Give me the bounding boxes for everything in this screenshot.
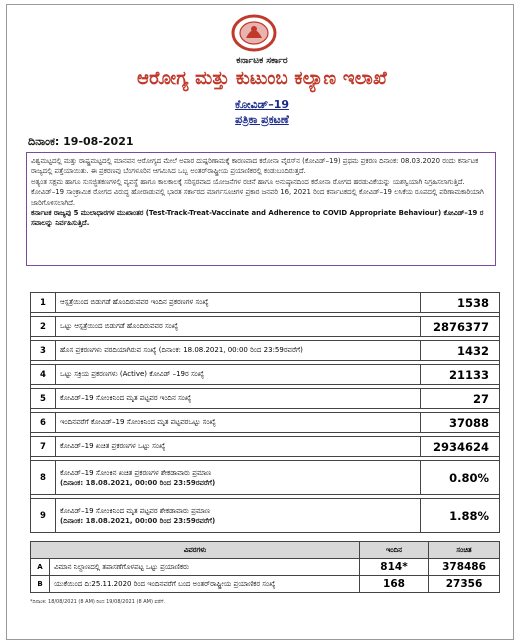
row-value: 0.80% (421, 461, 500, 495)
state-name: ಕರ್ನಾಟಕ ಸರ್ಕಾರ (236, 56, 288, 66)
row-date-range: (ದಿನಾಂಕ: 18.08.2021, 00:00 ರಿಂದ 23:59ರವರೆಗೆ) (60, 516, 216, 525)
table-header-row (31, 542, 500, 559)
table-row (31, 576, 500, 593)
row-number: 8 (31, 461, 56, 495)
row-total-value: 378486 (429, 559, 500, 576)
row-key: A (31, 559, 50, 576)
column-header-today: ಇಂದಿನ (360, 542, 429, 559)
notice-paragraph-strategy: ಕರ್ನಾಟಕ ರಾಜ್ಯವು 5 ಮುಲಾಧಾರಗಳ ಮುಖಾಂತರ (Test-Track-Treat-Vaccinate and Adherence to COVID Appropriate Behaviour) ಕೋವಿಡ್–19 ರ ಸವಾಲನ್ನು ನಿರ್ವಹಿಸುತ್ತಿದೆ. (31, 209, 484, 228)
table-row (31, 559, 500, 576)
row-number: 7 (31, 437, 56, 457)
row-value: 1538 (421, 293, 500, 313)
karnataka-emblem-icon (231, 14, 277, 52)
row-description (56, 499, 421, 533)
table-row (31, 499, 500, 533)
table-row (31, 437, 500, 457)
row-value: 1.88% (421, 499, 500, 533)
row-description: ವಿಮಾನ ನಿಲ್ದಾಣದಲ್ಲಿ ತಪಾಸಣೆಗೊಳಪಟ್ಟ ಒಟ್ಟು ಪ್ರಯಾಣಿಕರು (50, 559, 360, 576)
table-row (31, 413, 500, 433)
travel-stats-table (30, 541, 500, 593)
row-number: 5 (31, 389, 56, 409)
row-description: ಆಸ್ಪತ್ರೆಯಿಂದ ಬಿಡುಗಡೆ ಹೊಂದಿರುವವರ ಇಂದಿನ ಪ್ರಕರಣಗಳ ಸಂಖ್ಯೆ (56, 293, 421, 313)
row-value: 21133 (421, 365, 500, 385)
row-value: 2934624 (421, 437, 500, 457)
row-today-value: 814* (360, 559, 429, 576)
row-description: ಕೋವಿಡ್–19 ಖಚಿತ ಪ್ರಕರಣಗಳ ಒಟ್ಟು ಸಂಖ್ಯೆ (56, 437, 421, 457)
row-total-value: 27356 (429, 576, 500, 593)
notice-box (26, 152, 496, 266)
table-row (31, 293, 500, 313)
row-description: ಒಟ್ಟು ಸಕ್ರಿಯ ಪ್ರಕರಣಗಳು (Active) ಕೋವಿಡ್ –19ರ ಸಂಖ್ಯೆ (56, 365, 421, 385)
column-header-details: ವಿವರಗಳು (31, 542, 360, 559)
row-value: 1432 (421, 341, 500, 361)
row-value: 2876377 (421, 317, 500, 337)
table-row (31, 389, 500, 409)
table-row (31, 461, 500, 495)
notice-paragraph: ವಿಶ್ವಮಟ್ಟದಲ್ಲಿ ಮತ್ತು ರಾಷ್ಟ್ರಮಟ್ಟದಲ್ಲಿ ಮಾನವನ ಆರೋಗ್ಯದ ಮೇಲೆ ಅಪಾರ ದುಷ್ಪರಿಣಾಮಕ್ಕೆ ಕಾರಣವಾದ ಕರೋನಾ ವೈರಸ್‌ನ (ಕೋವಿಡ್–19) ಪ್ರಥಮ ಪ್ರಕರಣ ದಿನಾಂಕ: 08.03.2020 ರಂದು ಕರ್ನಾಟಕ ರಾಜ್ಯದಲ್ಲಿ ಪತ್ತೆಯಾಯಿತು. ಈ ಪ್ರಕರಣವು ಬೆಂಗಳೂರಿನ ಆಗಮಿಸಿದ ಒಬ್ಬ ಅಂತರ್‌ರಾಷ್ಟ್ರೀಯ ಪ್ರಯಾಣಿಕರಲ್ಲಿ ಕಂಡುಬಂದಿರುತ್ತದೆ. (31, 157, 479, 176)
row-description: ಹೊಸ ಪ್ರಕರಣಗಳು ವರದಿಯಾಗಿರುವ ಸಂಖ್ಯೆ (ದಿನಾಂಕ: 18.08.2021, 00:00 ರಿಂದ 23:59ರವರೆಗೆ) (56, 341, 421, 361)
row-description: ಯುಕೆಯಿಂದ ದಿ:25.11.2020 ರಿಂದ ಇಂದಿನವರೆಗೆ ಬಂದ ಅಂತರ್‌ರಾಷ್ಟ್ರೀಯ ಪ್ರಯಾಣಿಕರ ಸಂಖ್ಯೆ (50, 576, 360, 593)
table-row (31, 365, 500, 385)
row-number: 3 (31, 341, 56, 361)
row-value: 37088 (421, 413, 500, 433)
table-row (31, 341, 500, 361)
covid-stats-table (30, 292, 500, 533)
doc-type-title: ಪತ್ರಿಕಾ ಪ್ರಕಟಣೆ (235, 113, 289, 126)
row-number: 4 (31, 365, 56, 385)
column-header-cumulative: ಸಂಚಿತ (429, 542, 500, 559)
row-number: 2 (31, 317, 56, 337)
row-description: ಒಟ್ಟು ಆಸ್ಪತ್ರೆಯಿಂದ ಬಿಡುಗಡೆ ಹೊಂದಿರುವವರ ಸಂಖ್ಯೆ (56, 317, 421, 337)
row-description: ಕೋವಿಡ್–19 ಸೋಂಕಿನಿಂದ ಮೃತ ಪಟ್ಟವರ ಇಂದಿನ ಸಂಖ್ಯೆ (56, 389, 421, 409)
notice-paragraph: ಅತ್ಯಂತ ಸಕ್ಷಮ ಹಾಗೂ ಸುಸಜ್ಜಿತಕಣಗಳಲ್ಲಿ ವ್ಯವಸ್ಥೆ ಹಾಗೂ ಕಾಲಕಾಲಕ್ಕೆ ಸರಿಸ್ಪರವಾದ ಯೋಜನೆಗಳ ರಚನೆ ಹಾಗೂ ಅನುಷ್ಠಾನದಿಂದ ಕರೋನಾ ರೋಗದ ಹರಡುವಿಕೆಯನ್ನು ಯಶಸ್ವಿಯಾಗಿ ನಿಗ್ರಹಿಸಲಾಗುತ್ತಿದೆ. (31, 177, 465, 186)
row-today-value: 168 (360, 576, 429, 593)
row-key: B (31, 576, 50, 593)
row-value: 27 (421, 389, 500, 409)
table-row (31, 317, 500, 337)
row-number: 6 (31, 413, 56, 433)
row-description (56, 461, 421, 495)
department-title: ಆರೋಗ್ಯ ಮತ್ತು ಕುಟುಂಬ ಕಲ್ಯಾಣ ಇಲಾಖೆ (137, 68, 387, 89)
notice-paragraph: ಕೋವಿಡ್–19 ಸಾಂಕ್ರಾಮಿಕ ರೋಗದ ವಿರುದ್ಧ ಹೋರಾಡುವಲ್ಲಿ ಭಾರತ ಸರ್ಕಾರದ ಮಾರ್ಗಸೂಚಿಗಳ ಪ್ರಕಾರ ಜನವರಿ 16, 2021 ರಿಂದ ಕರ್ನಾಟಕದಲ್ಲಿ ಕೋವಿಡ್–19 ಲಸಿಕೆಯ ರೂಪದಲ್ಲಿ ಪರಿಣಾಮಕಾರಿಯಾಗಿ ಜಾರಿಗೊಳಿಸಲಾಗಿದೆ. (31, 188, 484, 207)
row-description-text: ಕೋವಿಡ್–19 ಸೋಂಕಿನ ಖಚಿತ ಪ್ರಕರಣಗಳ ಶೇಕಡಾವಾರು ಪ್ರಮಾಣ (60, 468, 212, 477)
row-date-range: (ದಿನಾಂಕ: 18.08.2021, 00:00 ರಿಂದ 23:59ರವರೆಗೆ) (60, 478, 216, 487)
row-number: 1 (31, 293, 56, 313)
row-description: ಇಂದಿನವರೆಗೆ ಕೋವಿಡ್–19 ಸೋಂಕಿನಿಂದ ಮೃತ ಪಟ್ಟವರಒಟ್ಟು ಸಂಖ್ಯೆ (56, 413, 421, 433)
row-number: 9 (31, 499, 56, 533)
release-date: ದಿನಾಂಕ: 19-08-2021 (28, 135, 134, 148)
row-description-text: ಕೋವಿಡ್–19 ಸೋಂಕಿನಿಂದ ಮೃತ ಪಟ್ಟವರ ಶೇಕಡಾವಾರು ಪ್ರಮಾಣ (60, 506, 210, 515)
topic-title: ಕೋವಿಡ್–19 (234, 98, 290, 111)
footnote: *ದಿನಾಂಕ: 18/08/2021 (8 AM) ರಿಂದ 19/08/2021 (8 AM) ವರೆಗೆ. (30, 599, 166, 605)
